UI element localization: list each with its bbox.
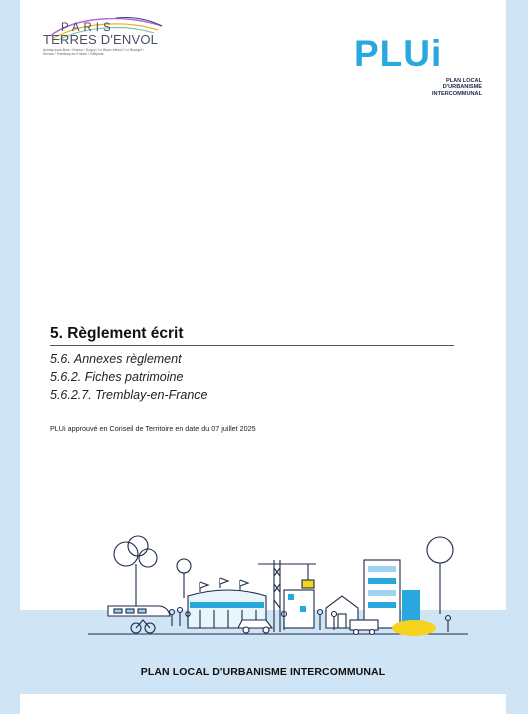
plui-logo-subtitle: [382, 78, 482, 97]
plui-sub-line2: D'URBANISME: [442, 84, 482, 91]
footer-label: PLAN LOCAL D'URBANISME INTERCOMMUNAL: [140, 666, 386, 678]
title-divider: [50, 345, 454, 346]
document-page: [20, 0, 506, 714]
subtitle-1: 5.6. Annexes règlement: [50, 352, 182, 366]
approval-statement: PLUi approuvé en Conseil de Territoire en date du 07 juillet 2025: [50, 424, 256, 433]
logo-terres-text: TERRES D'ENVOL: [43, 32, 159, 47]
plui-logo-word: PLUi: [354, 33, 443, 74]
logo-paris-text: PARIS: [61, 22, 115, 34]
subtitle-2: 5.6.2. Fiches patrimoine: [50, 370, 184, 384]
document-title: 5. Règlement écrit: [50, 325, 184, 342]
plui-sub-line3: INTERCOMMUNAL: [431, 90, 482, 97]
city-illustration: [88, 524, 468, 644]
plui-sub-line1: PLAN LOCAL: [445, 78, 482, 84]
subtitle-3: 5.6.2.7. Tremblay-en-France: [50, 388, 208, 402]
logo-communes-text: Aulnay-sous-Bois / Drancy / Dugny / Le Blanc-Mesnil / Le Bourget / Sevran / Tremblay-en-France / Villepinte: [43, 48, 144, 57]
